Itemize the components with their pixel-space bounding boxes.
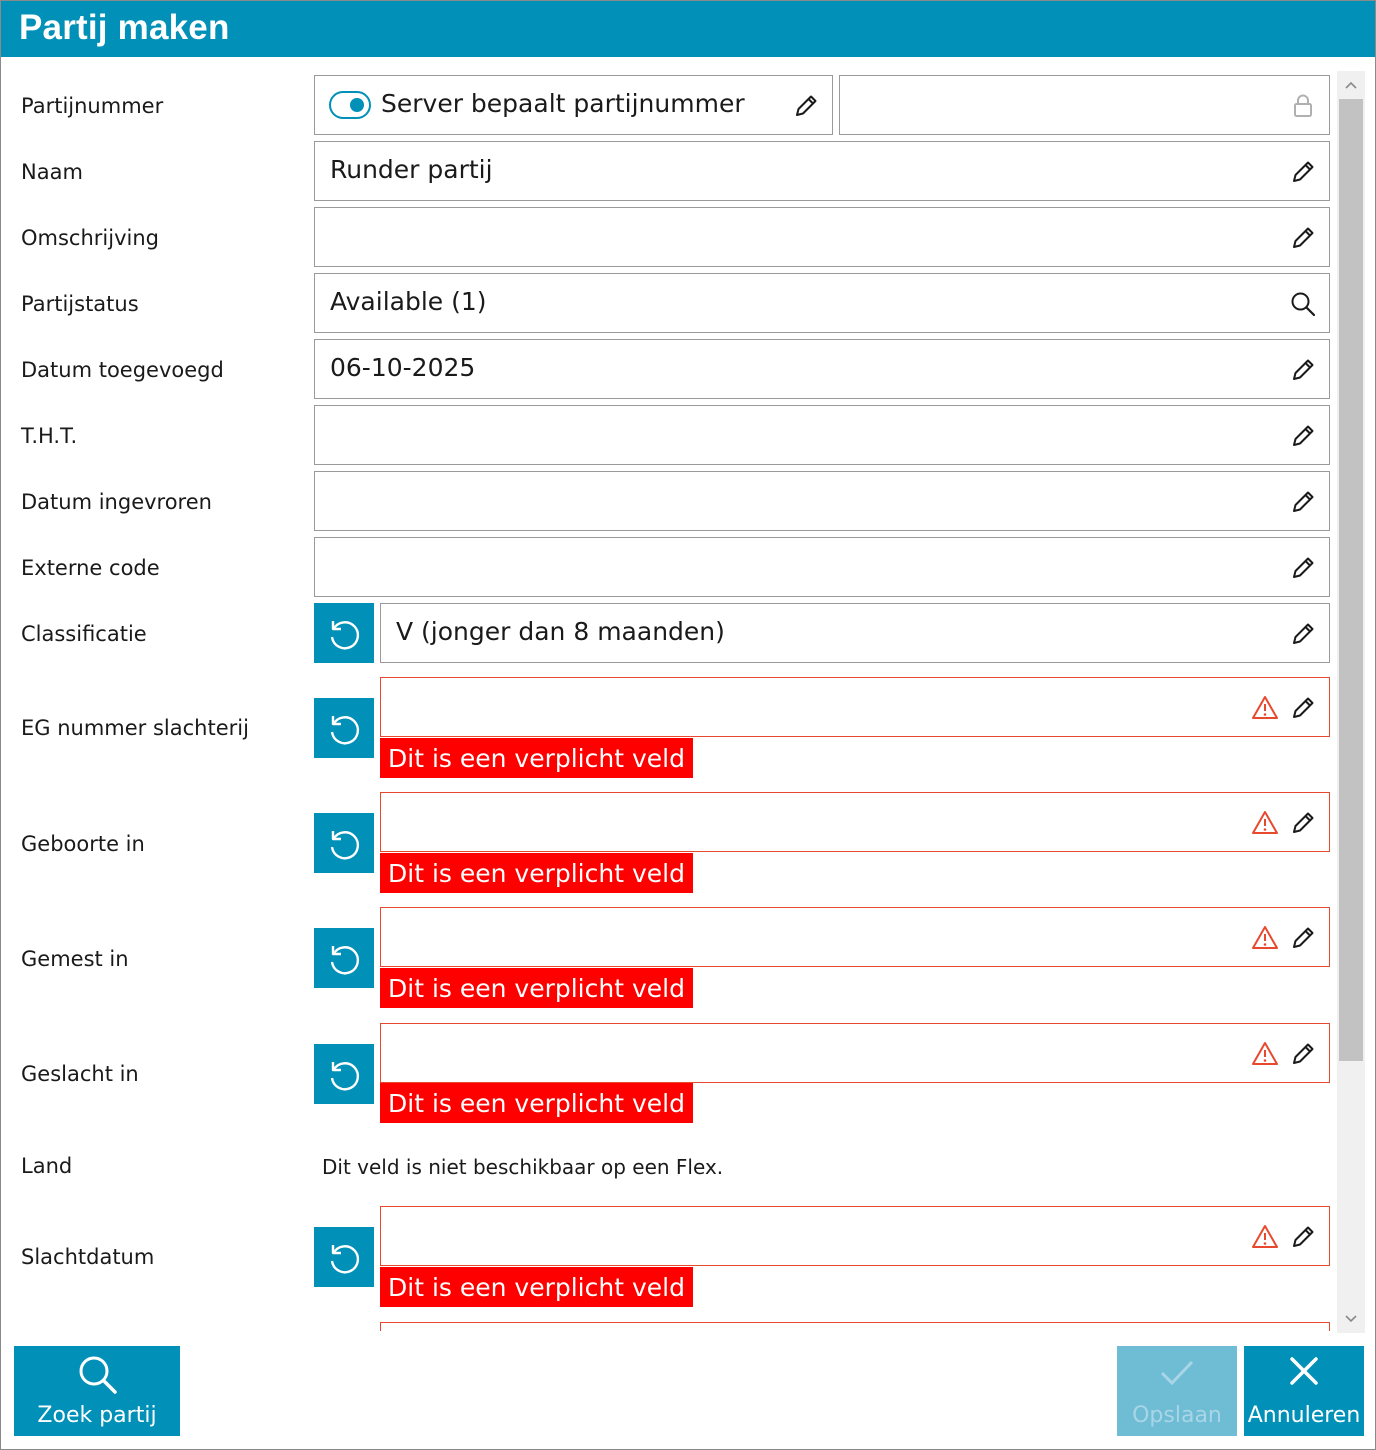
vertical-scrollbar[interactable] bbox=[1337, 71, 1365, 1333]
label-externe-code: Externe code bbox=[21, 556, 160, 580]
zoek-partij-button[interactable] bbox=[14, 1346, 180, 1436]
classificatie-input[interactable] bbox=[380, 603, 1330, 663]
label-geslacht-in: Geslacht in bbox=[21, 1062, 139, 1086]
label-slachtdatum: Slachtdatum bbox=[21, 1245, 155, 1269]
label-geboorte-in: Geboorte in bbox=[21, 832, 145, 856]
warning-icon bbox=[1251, 694, 1279, 722]
eg-nummer-reset-button[interactable] bbox=[314, 698, 374, 758]
label-partijnummer: Partijnummer bbox=[21, 94, 164, 118]
eg-nummer-error: Dit is een verplicht veld bbox=[380, 738, 693, 778]
classificatie-value: V (jonger dan 8 maanden) bbox=[396, 617, 725, 646]
gemest-input[interactable] bbox=[380, 907, 1330, 967]
warning-icon bbox=[1251, 1223, 1279, 1251]
partijstatus-input[interactable] bbox=[314, 273, 1330, 333]
slachtdatum-reset-button[interactable] bbox=[314, 1227, 374, 1287]
title-bar bbox=[1, 1, 1375, 57]
naam-input[interactable] bbox=[314, 141, 1330, 201]
annuleren-button[interactable] bbox=[1244, 1346, 1364, 1436]
gemest-reset-button[interactable] bbox=[314, 928, 374, 988]
label-naam: Naam bbox=[21, 160, 83, 184]
warning-icon bbox=[1251, 1040, 1279, 1068]
undo-icon bbox=[324, 708, 364, 748]
partijnummer-input bbox=[839, 75, 1330, 135]
label-omschrijving: Omschrijving bbox=[21, 226, 159, 250]
pencil-icon[interactable] bbox=[1289, 924, 1317, 952]
partijnummer-toggle-field[interactable] bbox=[314, 75, 833, 135]
label-datum-ingevroren: Datum ingevroren bbox=[21, 490, 212, 514]
pencil-icon[interactable] bbox=[1289, 1040, 1317, 1068]
eg-nummer-input[interactable] bbox=[380, 677, 1330, 737]
pencil-icon[interactable] bbox=[1289, 422, 1317, 450]
search-icon bbox=[77, 1354, 119, 1396]
slachtdatum-input[interactable] bbox=[380, 1206, 1330, 1266]
check-icon bbox=[1158, 1354, 1196, 1392]
externe-code-input[interactable] bbox=[314, 537, 1330, 597]
close-icon bbox=[1287, 1354, 1321, 1388]
pencil-icon[interactable] bbox=[1289, 1223, 1317, 1251]
tht-input[interactable] bbox=[314, 405, 1330, 465]
scrollbar-thumb[interactable] bbox=[1339, 99, 1363, 1061]
label-gemest-in: Gemest in bbox=[21, 947, 129, 971]
classificatie-reset-button[interactable] bbox=[314, 603, 374, 663]
label-land: Land bbox=[21, 1154, 73, 1178]
undo-icon bbox=[324, 938, 364, 978]
datum-ingevroren-input[interactable] bbox=[314, 471, 1330, 531]
pencil-icon[interactable] bbox=[1289, 224, 1317, 252]
datum-toegevoegd-input[interactable] bbox=[314, 339, 1330, 399]
geboorte-input[interactable] bbox=[380, 792, 1330, 852]
scroll-up-icon[interactable] bbox=[1344, 79, 1358, 93]
undo-icon bbox=[324, 613, 364, 653]
pencil-icon[interactable] bbox=[792, 92, 820, 120]
undo-icon bbox=[324, 823, 364, 863]
geboorte-error: Dit is een verplicht veld bbox=[380, 853, 693, 893]
undo-icon bbox=[324, 1054, 364, 1094]
geslacht-reset-button[interactable] bbox=[314, 1044, 374, 1104]
geboorte-reset-button[interactable] bbox=[314, 813, 374, 873]
pencil-icon[interactable] bbox=[1289, 356, 1317, 384]
datum-toegevoegd-value: 06-10-2025 bbox=[330, 353, 476, 382]
warning-icon bbox=[1251, 809, 1279, 837]
dialog-title: Partij maken bbox=[19, 8, 230, 47]
pencil-icon[interactable] bbox=[1289, 694, 1317, 722]
label-classificatie: Classificatie bbox=[21, 622, 147, 646]
geslacht-error: Dit is een verplicht veld bbox=[380, 1083, 693, 1123]
pencil-icon[interactable] bbox=[1289, 554, 1317, 582]
pencil-icon[interactable] bbox=[1289, 620, 1317, 648]
annuleren-label: Annuleren bbox=[1247, 1403, 1361, 1428]
label-tht: T.H.T. bbox=[21, 424, 78, 448]
gemest-error: Dit is een verplicht veld bbox=[380, 968, 693, 1008]
label-partijstatus: Partijstatus bbox=[21, 292, 139, 316]
pencil-icon[interactable] bbox=[1289, 488, 1317, 516]
undo-icon bbox=[324, 1237, 364, 1277]
label-datum-toegevoegd: Datum toegevoegd bbox=[21, 358, 224, 382]
pencil-icon[interactable] bbox=[1289, 809, 1317, 837]
server-bepaalt-toggle[interactable] bbox=[329, 91, 371, 119]
toggle-knob bbox=[350, 98, 364, 112]
opslaan-button[interactable] bbox=[1117, 1346, 1237, 1436]
toggle-text: Server bepaalt partijnummer bbox=[381, 89, 745, 118]
zoek-partij-label: Zoek partij bbox=[37, 1403, 157, 1428]
opslaan-label: Opslaan bbox=[1132, 1403, 1222, 1428]
partijstatus-value: Available (1) bbox=[330, 287, 487, 316]
naam-value: Runder partij bbox=[330, 155, 493, 184]
lock-icon bbox=[1289, 92, 1317, 120]
slachtdatum-error: Dit is een verplicht veld bbox=[380, 1267, 693, 1307]
omschrijving-input[interactable] bbox=[314, 207, 1330, 267]
warning-icon bbox=[1251, 924, 1279, 952]
scroll-down-icon[interactable] bbox=[1344, 1311, 1358, 1325]
pencil-icon[interactable] bbox=[1289, 158, 1317, 186]
next-field-clipped bbox=[380, 1322, 1330, 1331]
land-note: Dit veld is niet beschikbaar op een Flex. bbox=[322, 1155, 724, 1179]
label-eg-nummer-slachterij: EG nummer slachterij bbox=[21, 716, 249, 740]
search-icon[interactable] bbox=[1289, 290, 1317, 318]
geslacht-input[interactable] bbox=[380, 1023, 1330, 1083]
